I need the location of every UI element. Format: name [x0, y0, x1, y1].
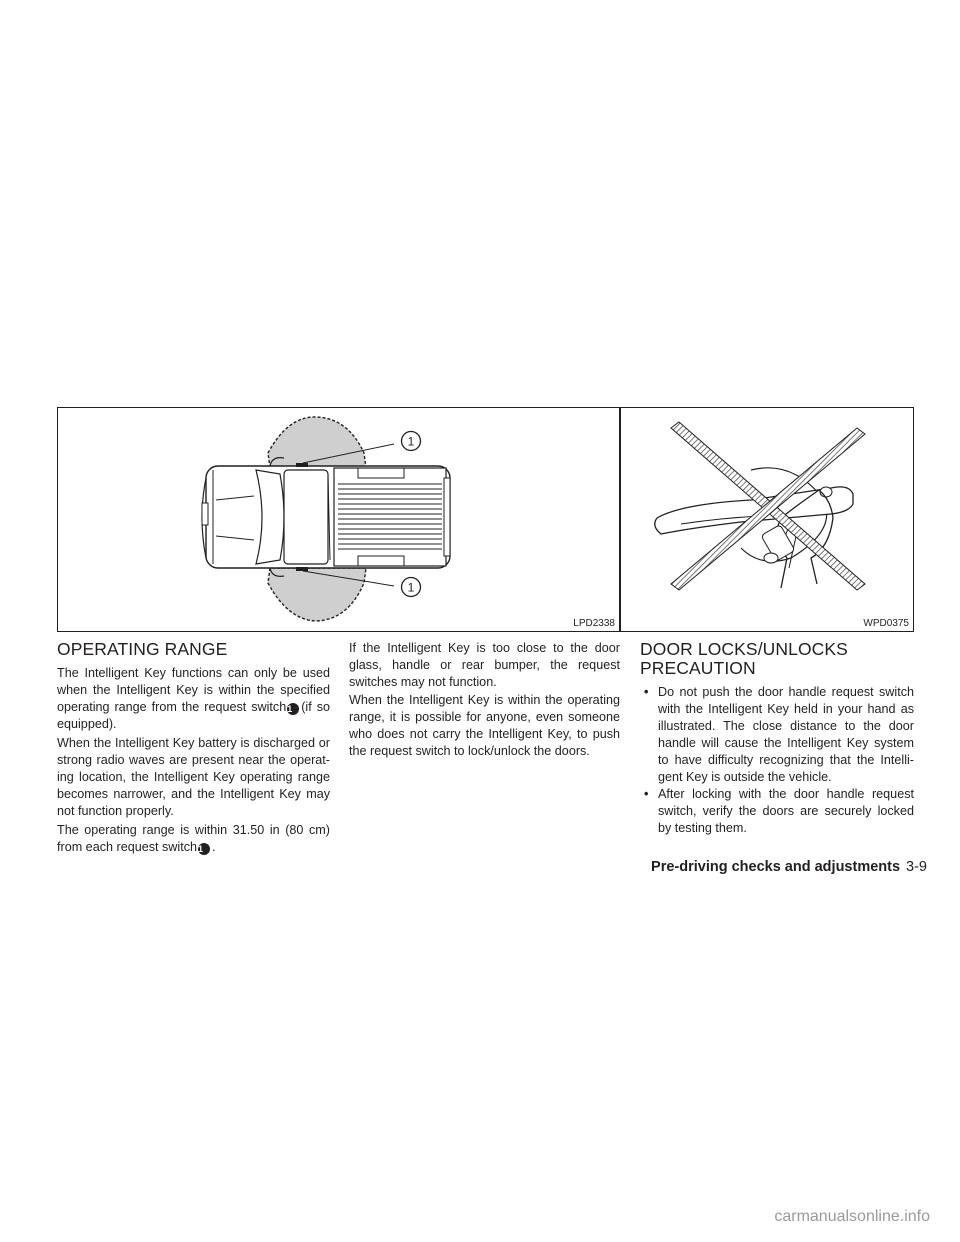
- page-number: 3-9: [906, 859, 927, 875]
- figure-code-right: WPD0375: [863, 618, 909, 629]
- heading-operating-range: OPERATING RANGE: [57, 639, 228, 659]
- bullet-symbol: •: [644, 685, 649, 699]
- footer-section-title: Pre-driving checks and adjustments: [651, 859, 901, 875]
- paragraph-operating-range-2: When the Intelligent Key battery is discharged or strong radio waves are present near the operat-ing location, the Intelligent Key operating range becomes narrower, and the Intelligent Key may not function properly.: [57, 736, 330, 818]
- page-footer: [651, 859, 927, 876]
- bullet-item-2: [644, 786, 914, 837]
- paragraph-operating-range-3: The operating range is within 31.50 in (80 cm) from each request switch1 .: [57, 823, 330, 854]
- watermark: carmanualsonline.info: [774, 1208, 930, 1225]
- figure-code-left: LPD2338: [573, 618, 615, 629]
- paragraph-operating-range-1: The Intelligent Key functions can only be used when the Intelligent Key is within the specified operating range from the request switch1 (if so equipped).: [57, 666, 330, 731]
- callout-1-inline-2: 1: [198, 843, 210, 855]
- callout-1-inline: 1: [287, 703, 299, 715]
- callout-1-bottom-label: 1: [407, 580, 415, 595]
- heading-door-locks-precaution: DOOR LOCKS/UNLOCKS PRECAUTION: [640, 639, 848, 678]
- bullet-text-1: Do not push the door handle request switch with the Intelligent Key held in your hand as illustrated. The close distance to the door handle will cause the Intelligent Key system to have difficulty recognizing that the Intelli-gent Key is outside the vehicle.: [658, 685, 914, 784]
- callout-1-top-label: 1: [407, 434, 415, 449]
- bullet-symbol: •: [644, 787, 649, 801]
- figure-operating-range: [57, 407, 620, 632]
- door-handle-illustration: [621, 408, 914, 632]
- bullet-item-1: [644, 684, 914, 786]
- figure-door-handle-warning: [620, 407, 914, 632]
- paragraph-anyone-can-push: When the Intelligent Key is within the operating range, it is possible for anyone, even someone who does not carry the Intelligent Key, to push the request switch to lock/unlock the doors.: [349, 693, 620, 758]
- bullet-text-2: After locking with the door handle request switch, verify the doors are securely locked by testing them.: [658, 787, 914, 835]
- truck-top-view-illustration: [58, 408, 620, 632]
- paragraph-too-close: If the Intelligent Key is too close to the door glass, handle or rear bumper, the request switches may not function.: [349, 641, 620, 689]
